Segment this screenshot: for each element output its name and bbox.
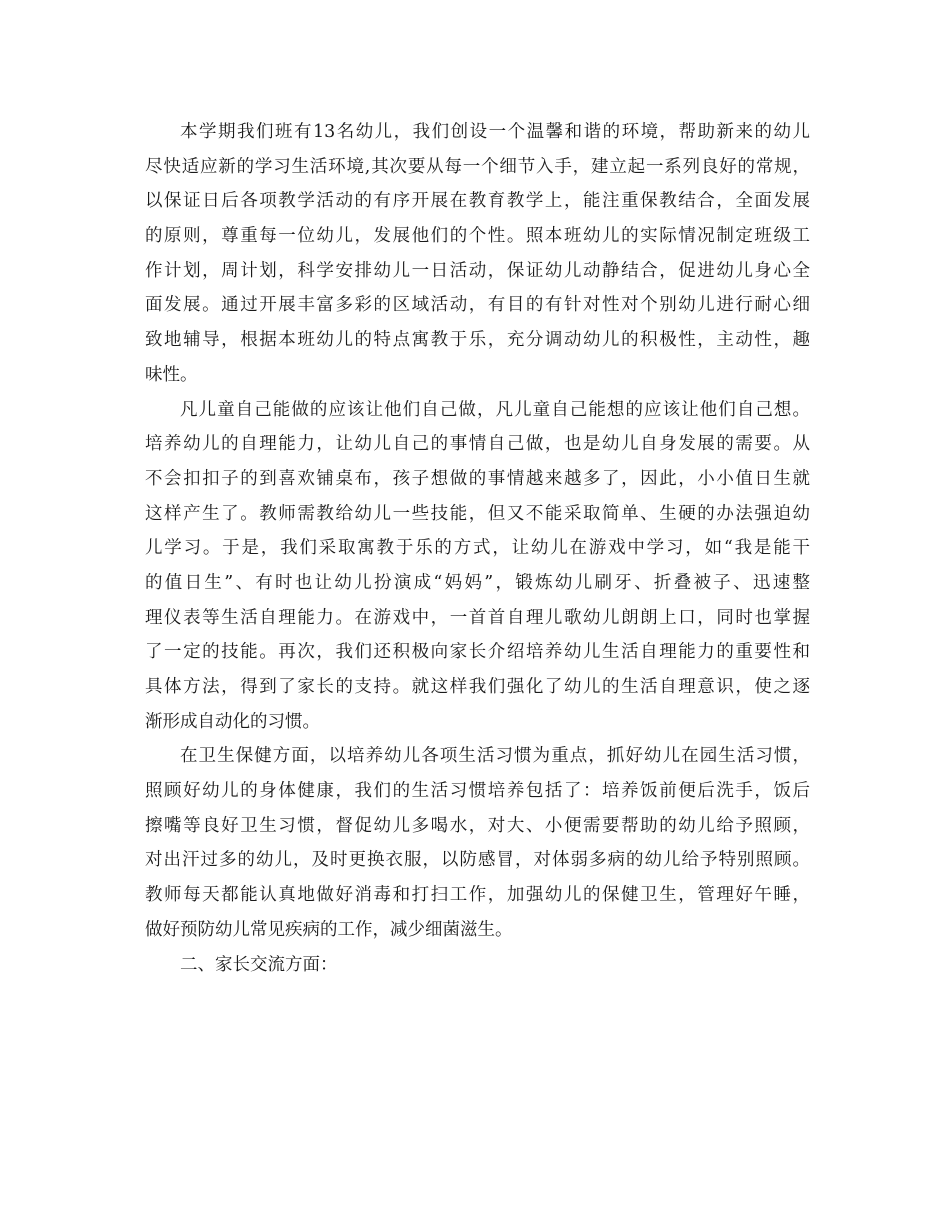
text-line: 了一定的技能。再次，我们还积极向家长介绍培养幼儿生活自理能力的重要性和 [145, 642, 810, 663]
text-line: 尽快适应新的学习生活环境,其次要从每一个细节入手，建立起一系列良好的常规， [145, 156, 810, 177]
text-line: 不会扣扣子的到喜欢铺桌布，孩子想做的事情越来越多了，因此，小小值日生就 [145, 468, 810, 489]
paragraph-self-care [145, 393, 810, 740]
text-line: 味性。 [145, 364, 198, 385]
text-line: 擦嘴等良好卫生习惯，督促幼儿多喝水，对大、小便需要帮助的幼儿给予照顾， [145, 815, 810, 836]
document-body [145, 115, 810, 982]
text-line: 这样产生了。教师需教给幼儿一些技能，但又不能采取简单、生硬的办法强迫幼 [145, 503, 810, 524]
paragraph-class-environment [145, 115, 810, 393]
text-line: 以保证日后各项教学活动的有序开展在教育教学上，能注重保教结合，全面发展 [145, 191, 810, 212]
text-line: 教师每天都能认真地做好消毒和打扫工作，加强幼儿的保健卫生，管理好午睡， [145, 885, 810, 906]
text-line: 作计划，周计划，科学安排幼儿一日活动，保证幼儿动静结合，促进幼儿身心全 [145, 260, 810, 281]
text-line: 对出汗过多的幼儿，及时更换衣服，以防感冒，对体弱多病的幼儿给予特别照顾。 [145, 850, 810, 871]
text-line: 的值日生”、有时也让幼儿扮演成“妈妈”，锻炼幼儿刷牙、折叠被子、迅速整 [145, 572, 810, 593]
text-line: 面发展。通过开展丰富多彩的区域活动，有目的有针对性对个别幼儿进行耐心细 [145, 295, 810, 316]
text-line: 的原则，尊重每一位幼儿，发展他们的个性。照本班幼儿的实际情况制定班级工 [145, 226, 810, 247]
text-line: 具体方法，得到了家长的支持。就这样我们强化了幼儿的生活自理意识，使之逐 [145, 677, 810, 697]
text-line: 理仪表等生活自理能力。在游戏中，一首首自理儿歌幼儿朗朗上口，同时也掌握 [145, 607, 810, 628]
paragraph-health-care [145, 739, 810, 947]
text-line: 照顾好幼儿的身体健康，我们的生活习惯培养包括了：培养饭前便后洗手，饭后 [145, 781, 810, 802]
text-line: 在卫生保健方面，以培养幼儿各项生活习惯为重点，抓好幼儿在园生活习惯， [180, 746, 810, 767]
text-line: 儿学习。于是，我们采取寓教于乐的方式，让幼儿在游戏中学习，如“我是能干 [145, 538, 810, 559]
text-line: 渐形成自动化的习惯。 [145, 711, 320, 732]
text-line: 培养幼儿的自理能力，让幼儿自己的事情自己做，也是幼儿自身发展的需要。从 [145, 434, 810, 455]
text-line: 致地辅导，根据本班幼儿的特点寓教于乐，充分调动幼儿的积极性，主动性，趣 [145, 330, 810, 351]
text-line: 凡儿童自己能做的应该让他们自己做，凡儿童自己能想的应该让他们自己想。 [180, 399, 810, 420]
text-line: 做好预防幼儿常见疾病的工作，减少细菌滋生。 [145, 919, 513, 940]
section-heading: 二、家长交流方面： [180, 954, 338, 975]
text-line: 本学期我们班有13名幼儿，我们创设一个温馨和谐的环境，帮助新来的幼儿 [180, 122, 810, 142]
